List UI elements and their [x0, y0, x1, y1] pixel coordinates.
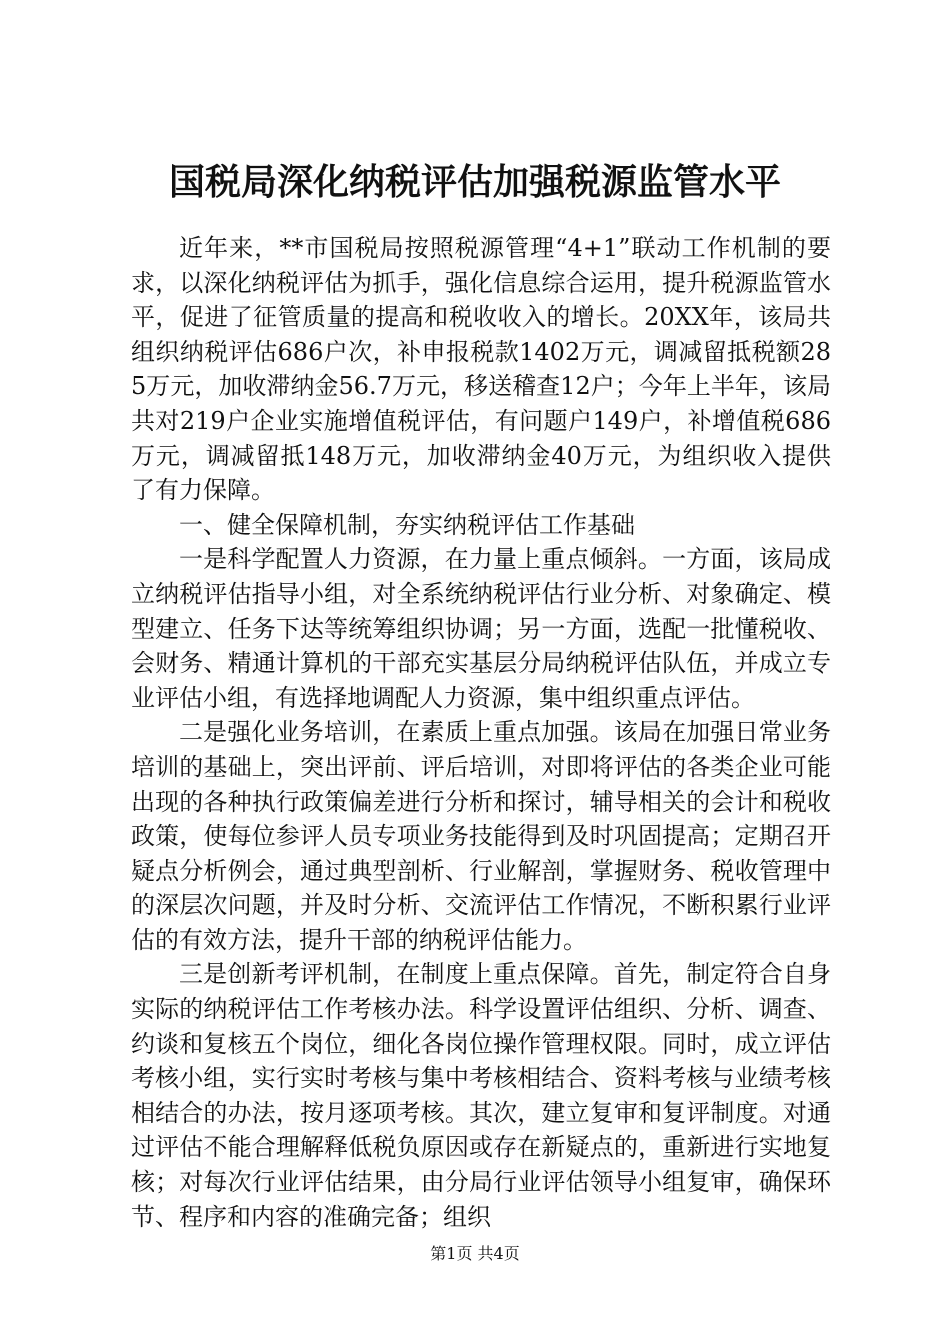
- paragraph-point-2: 二是强化业务培训，在素质上重点加强。该局在加强日常业务培训的基础上，突出评前、评后培训，对即将评估的各类企业可能出现的各种执行政策偏差进行分析和探讨，辅导相关的会计和税收政策，使每位参评人员专项业务技能得到及时巩固提高；定期召开疑点分析例会，通过典型剖析、行业解剖，掌握财务、税收管理中的深层次问题，并及时分析、交流评估工作情况，不断积累行业评估的有效方法，提升干部的纳税评估能力。: [131, 718, 831, 954]
- document-body: [131, 231, 831, 1234]
- section-heading-1: 一、健全保障机制，夯实纳税评估工作基础: [179, 510, 635, 539]
- page-footer: 第1页 共4页: [430, 1244, 520, 1263]
- paragraph-point-1: 一是科学配置人力资源，在力量上重点倾斜。一方面，该局成立纳税评估指导小组，对全系统纳税评估行业分析、对象确定、模型建立、任务下达等统筹组织协调；另一方面，选配一批懂税收、会财务、精通计算机的干部充实基层分局纳税评估队伍，并成立专业评估小组，有选择地调配人力资源，集中组织重点评估。: [131, 545, 831, 712]
- paragraph-intro: 近年来，**市国税局按照税源管理“4+1”联动工作机制的要求，以深化纳税评估为抓手，强化信息综合运用，提升税源监管水平，促进了征管质量的提高和税收收入的增长。20XX年，该局共组织纳税评估686户次，补申报税款1402万元，调减留抵税额285万元，加收滞纳金56.7万元，移送稽查12户；今年上半年，该局共对219户企业实施增值税评估，有问题户149户，补增值税686万元，调减留抵148万元，加收滞纳金40万元，为组织收入提供了有力保障。: [131, 234, 831, 505]
- document-title: 国税局深化纳税评估加强税源监管水平: [168, 161, 781, 203]
- paragraph-point-3: 三是创新考评机制，在制度上重点保障。首先，制定符合自身实际的纳税评估工作考核办法。科学设置评估组织、分析、调查、约谈和复核五个岗位，细化各岗位操作管理权限。同时，成立评估考核小组，实行实时考核与集中考核相结合、资料考核与业绩考核相结合的办法，按月逐项考核。其次，建立复审和复评制度。对通过评估不能合理解释低税负原因或存在新疑点的，重新进行实地复核；对每次行业评估结果，由分局行业评估领导小组复审，确保环节、程序和内容的准确完备；组织: [131, 960, 831, 1231]
